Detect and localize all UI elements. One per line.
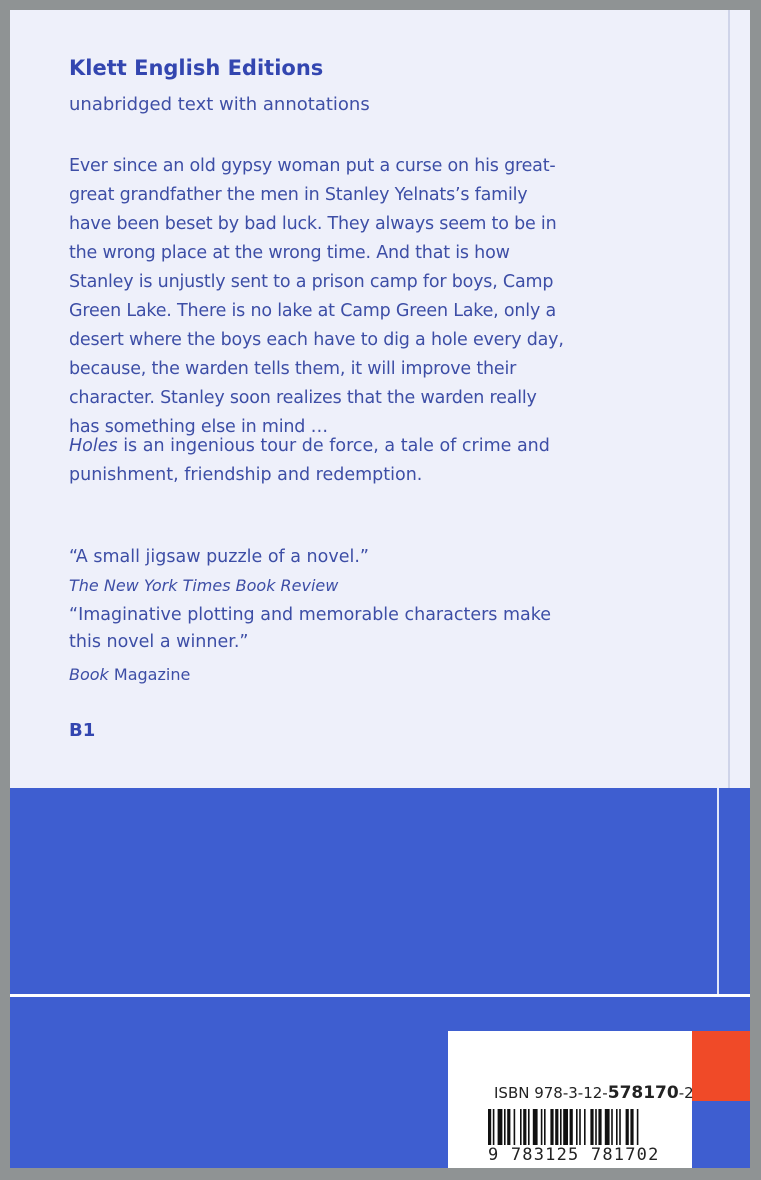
- spine-line: [717, 788, 719, 994]
- white-stripe: [10, 994, 750, 997]
- blurb-text: Ever since an old gypsy woman put a curse on his great-great grandfather the men in Stanley Yelnats’s family have been beset by bad luck. They always seem to be in the wrong place at the wrong time. And that is how Stanley is unjustly sent to a prison camp for boys, Camp Green Lake. There is no lake at Camp Green Lake, only a desert where the boys each have to dig a hole every day, because, the warden tells them, it will improve their character. Stanley soon realizes that the warden really has something else in mind …: [69, 156, 564, 437]
- isbn-prefix: ISBN 978-3-12-: [494, 1084, 608, 1102]
- book-back-cover: [10, 10, 750, 1168]
- barcode-digits: 9 783125 781702: [488, 1145, 660, 1165]
- review-source-2: [69, 665, 190, 684]
- review-quote-2: “Imaginative plotting and memorable characters make this novel a winner.”: [69, 605, 552, 652]
- level-badge: B1: [69, 720, 96, 741]
- review-quote-1: “A small jigsaw puzzle of a novel.”: [69, 547, 369, 567]
- tagline-rest: is an ingenious tour de force, a tale of crime and punishment, friendship and redemption.: [69, 436, 550, 485]
- publisher-title: Klett English Editions: [69, 56, 324, 80]
- isbn-text: [494, 1083, 694, 1103]
- barcode-label: [448, 1031, 692, 1168]
- barcode-image: [488, 1109, 684, 1145]
- tagline: [69, 432, 569, 490]
- orange-tab: [692, 1031, 750, 1101]
- edition-note: unabridged text with annotations: [69, 94, 370, 115]
- isbn-suffix: -2: [678, 1084, 694, 1102]
- book-title: Holes: [69, 436, 118, 456]
- review-source-1-italic: The New York Times Book Review: [69, 576, 339, 595]
- review-source-2-plain: Magazine: [108, 665, 191, 684]
- isbn-bold: 578170: [607, 1083, 679, 1103]
- review-source-2-italic: Book: [69, 665, 109, 684]
- review-source-1: [69, 576, 338, 595]
